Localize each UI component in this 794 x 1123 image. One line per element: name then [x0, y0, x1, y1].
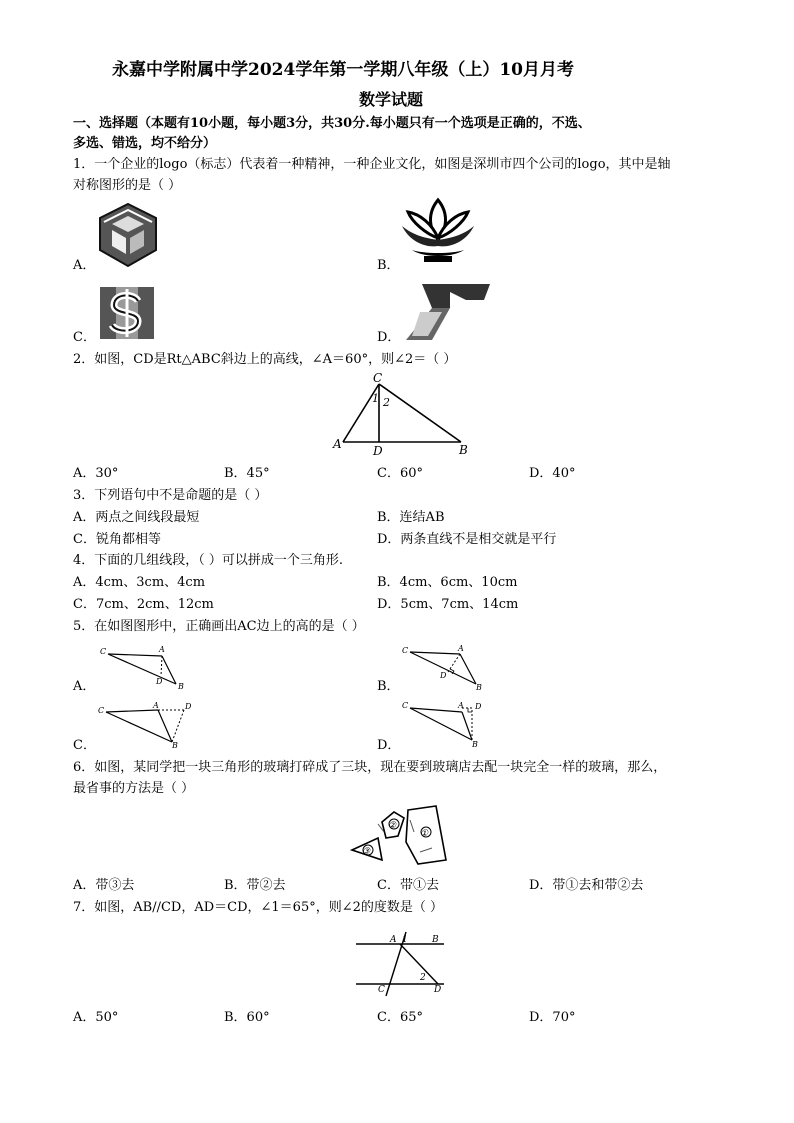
q3-option-d[interactable]: D．两条直线不是相交就是平行 [377, 532, 557, 547]
page-title: 永嘉中学附属中学2024学年第一学期八年级（上）10月月考 [112, 60, 574, 80]
q6-glass-pieces-figure [348, 802, 448, 866]
logo-arrow-icon [402, 278, 492, 342]
q5-option-b-label[interactable]: B． [377, 679, 400, 694]
q2-option-b[interactable]: B．45° [224, 466, 270, 481]
logo-lotus-icon [398, 196, 478, 266]
q2-label-b: B [459, 443, 468, 457]
q7-parallel-lines-figure [352, 928, 452, 1000]
q2-option-d[interactable]: D．40° [529, 466, 576, 481]
q5d-label-b: B [472, 740, 478, 749]
q3-option-b[interactable]: B．连结AB [377, 510, 445, 525]
q5a-label-d: D [156, 677, 163, 686]
q5b-label-a: A [458, 644, 464, 653]
q6-option-d[interactable]: D．带①去和带②去 [529, 878, 644, 893]
q1-option-a-label[interactable]: A． [73, 258, 96, 273]
q2-label-a: A [333, 437, 342, 451]
logo-cube-icon [98, 202, 158, 268]
q7-label-2: 2 [420, 973, 426, 983]
q4-option-d[interactable]: D．5cm、7cm、14cm [377, 597, 519, 612]
q5c-label-c: C [98, 706, 105, 715]
q1-option-d-label[interactable]: D． [377, 330, 401, 345]
q5-option-c-label[interactable]: C． [73, 738, 96, 753]
question-2-stem: 2．如图，CD是Rt△ABC斜边上的高线，∠A＝60°，则∠2＝（ ） [73, 352, 457, 367]
q2-label-2: 2 [383, 396, 390, 409]
q5c-label-a: A [153, 701, 159, 710]
question-5-stem: 5．在如图图形中，正确画出AC边上的高的是（ ） [73, 619, 365, 634]
q6-label-2: ② [388, 821, 397, 831]
logo-dollar-icon [98, 285, 156, 341]
q7-label-d: D [434, 985, 442, 995]
q4-option-b[interactable]: B．4cm、6cm、10cm [377, 575, 518, 590]
q7-option-c[interactable]: C．65° [377, 1010, 423, 1025]
q7-option-a[interactable]: A．50° [73, 1010, 119, 1025]
q6-option-b[interactable]: B．带②去 [224, 878, 286, 893]
q2-triangle-figure [333, 372, 473, 456]
q6-label-1: ① [420, 829, 429, 839]
q7-label-1: 1 [402, 935, 408, 945]
q5-option-a-label[interactable]: A． [73, 679, 96, 694]
q5c-label-d: D [185, 702, 192, 711]
q5d-label-d: D [475, 702, 482, 711]
q5a-label-c: C [100, 647, 107, 656]
q1-option-b-label[interactable]: B． [377, 258, 400, 273]
q7-label-b: B [432, 935, 439, 945]
question-4-stem: 4．下面的几组线段，（ ）可以拼成一个三角形. [73, 553, 344, 568]
q2-option-a[interactable]: A．30° [73, 466, 119, 481]
q6-option-c[interactable]: C．带①去 [377, 878, 439, 893]
q4-option-c[interactable]: C．7cm、2cm、12cm [73, 597, 214, 612]
q2-label-d: D [373, 444, 383, 458]
q5b-label-d: D [440, 671, 447, 680]
q7-option-d[interactable]: D．70° [529, 1010, 576, 1025]
page-subtitle: 数学试题 [359, 90, 424, 109]
q5b-label-b: B [476, 683, 482, 692]
question-1-stem-cont: 对称图形的是（ ） [73, 178, 182, 193]
question-6-stem-cont: 最省事的方法是（ ） [73, 781, 195, 796]
q1-option-c-label[interactable]: C． [73, 330, 96, 345]
q5-figure-d [400, 700, 500, 750]
question-7-stem: 7．如图，AB//CD，AD＝CD，∠1＝65°，则∠2的度数是（ ） [73, 900, 444, 915]
q6-label-3: ③ [362, 847, 371, 857]
q7-line-ad [400, 944, 438, 984]
q5d-label-c: C [402, 701, 409, 710]
q7-option-b[interactable]: B．60° [224, 1010, 270, 1025]
question-3-stem: 3．下列语句中不是命题的是（ ） [73, 488, 268, 503]
q3-option-c[interactable]: C．锐角都相等 [73, 532, 161, 547]
q5a-label-a: A [159, 645, 165, 654]
q5-figure-a [98, 642, 190, 692]
q2-side-bc [379, 384, 461, 442]
q6-option-a[interactable]: A．带③去 [73, 878, 135, 893]
section-heading-cont: 多选、错选，均不给分） [73, 136, 217, 151]
q7-label-c: C [378, 985, 385, 995]
q5d-label-a: A [458, 701, 464, 710]
q5-option-d-label[interactable]: D． [377, 738, 401, 753]
q2-label-1: 1 [372, 392, 379, 405]
q2-label-c: C [373, 371, 383, 385]
question-1-stem: 1．一个企业的logo（标志）代表着一种精神，一种企业文化，如图是深圳市四个公司的logo，其中是轴 [73, 157, 671, 172]
q4-option-a[interactable]: A．4cm、3cm、4cm [73, 575, 206, 590]
q3-option-a[interactable]: A．两点之间线段最短 [73, 510, 200, 525]
q7-label-a: A [390, 935, 397, 945]
q5a-label-b: B [178, 682, 184, 691]
section-heading: 一、选择题（本题有10小题，每小题3分，共30分.每小题只有一个选项是正确的，不选、 [73, 116, 591, 131]
q5-figure-b [400, 642, 492, 692]
question-6-stem: 6．如图，某同学把一块三角形的玻璃打碎成了三块，现在要到玻璃店去配一块完全一样的玻璃，那么， [73, 760, 667, 775]
q5-figure-c [96, 700, 196, 750]
q2-option-c[interactable]: C．60° [377, 466, 423, 481]
q5b-label-c: C [402, 646, 409, 655]
q5c-label-b: B [172, 741, 178, 750]
